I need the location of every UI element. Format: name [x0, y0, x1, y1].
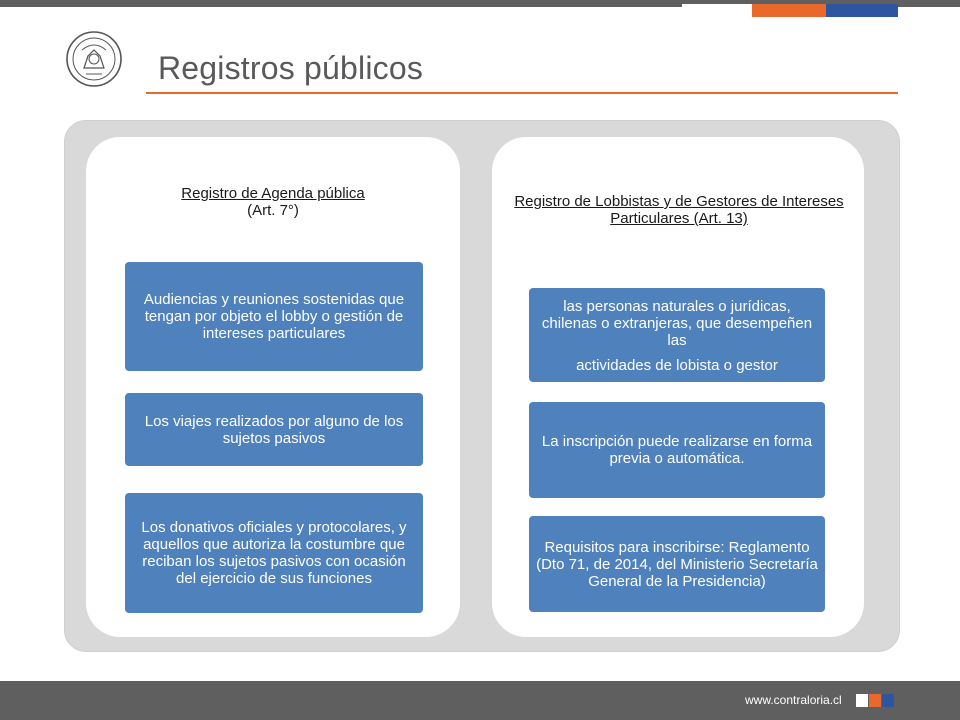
lobbistas-heading — [504, 193, 854, 227]
viajes-box: Los viajes realizados por alguno de los sujetos pasivos — [125, 393, 423, 466]
agenda-publica-title: Registro de Agenda pública — [181, 185, 365, 202]
actividades-text: actividades de lobista o gestor — [576, 357, 778, 374]
inscripcion-box: La inscripción puede realizarse en forma previa o automática. — [529, 402, 825, 498]
agenda-publica-card — [86, 137, 460, 637]
personas-text: las personas naturales o jurídicas, chilenas o extranjeras, que desempeñen las — [541, 298, 813, 349]
agenda-publica-heading — [86, 185, 460, 219]
footer-square-blue — [882, 694, 894, 707]
requisitos-box: Requisitos para inscribirse: Reglamento (Dto 71, de 2014, del Ministerio Secretaría General de la Presidencia) — [529, 516, 825, 612]
donativos-box: Los donativos oficiales y protocolares, y aquellos que autoriza la costumbre que reciban los sujetos pasivos con ocasión del ejercicio de sus funciones — [125, 493, 423, 613]
personas-box — [529, 288, 825, 382]
top-accent-orange — [752, 4, 826, 17]
site-url[interactable]: www.contraloria.cl — [745, 693, 842, 707]
contraloria-seal-logo — [64, 28, 144, 94]
page-title: Registros públicos — [158, 50, 424, 86]
top-accent-white — [682, 4, 752, 17]
footer-square-orange — [869, 694, 881, 707]
lobbistas-card — [492, 137, 864, 637]
footer-square-white — [856, 694, 868, 707]
lobbistas-title: Registro de Lobbistas y de Gestores de Intereses Particulares (Art. 13) — [514, 193, 844, 227]
agenda-publica-article: (Art. 7°) — [247, 202, 299, 219]
top-accent-blue — [826, 4, 898, 17]
audiencias-box: Audiencias y reuniones sostenidas que tengan por objeto el lobby o gestión de intereses particulares — [125, 262, 423, 371]
title-underline — [146, 92, 898, 94]
